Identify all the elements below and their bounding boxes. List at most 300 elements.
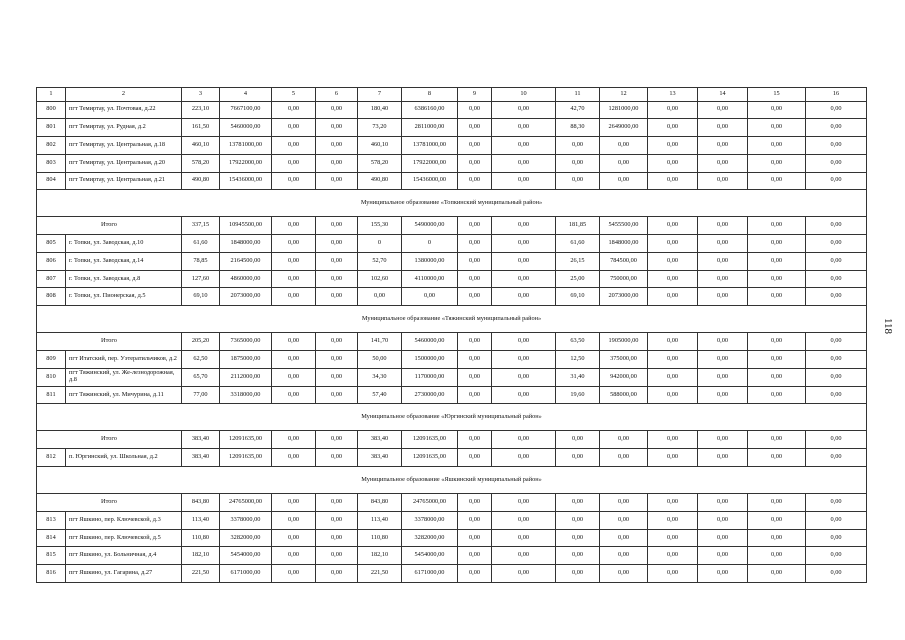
total-label: Итого: [37, 333, 182, 351]
value-cell: 0,00: [272, 288, 316, 306]
total-cell: 383,40: [358, 431, 402, 449]
table-row: [37, 154, 867, 172]
column-header: 13: [648, 88, 698, 102]
value-cell: 180,40: [358, 101, 402, 119]
row-number: 808: [37, 288, 66, 306]
total-cell: 0,00: [272, 333, 316, 351]
value-cell: 0,00: [402, 288, 458, 306]
value-cell: 0,00: [492, 154, 556, 172]
value-cell: 0,00: [806, 252, 867, 270]
table-row: [37, 137, 867, 155]
address-cell: пгт Итатский, пер. Уэтератильчиков, д.2: [66, 351, 182, 369]
value-cell: 0,00: [492, 288, 556, 306]
value-cell: 942000,00: [600, 368, 648, 386]
value-cell: 73,20: [358, 119, 402, 137]
value-cell: 0,00: [556, 172, 600, 190]
value-cell: 0,00: [458, 368, 492, 386]
value-cell: 0,00: [600, 137, 648, 155]
value-cell: 0,00: [806, 386, 867, 404]
table-row: [37, 270, 867, 288]
total-cell: 181,85: [556, 217, 600, 235]
value-cell: 0,00: [806, 351, 867, 369]
value-cell: 1848000,00: [220, 235, 272, 253]
value-cell: 460,10: [358, 137, 402, 155]
value-cell: 0,00: [806, 101, 867, 119]
total-cell: 0,00: [316, 494, 358, 512]
table-header-row: [37, 88, 867, 102]
column-header: 2: [66, 88, 182, 102]
total-cell: 0,00: [698, 333, 748, 351]
value-cell: 13781000,00: [402, 137, 458, 155]
value-cell: 2649000,00: [600, 119, 648, 137]
address-cell: г. Топки, ул. Заводская, д.14: [66, 252, 182, 270]
total-cell: 0,00: [492, 217, 556, 235]
value-cell: 0,00: [492, 547, 556, 565]
address-cell: пгт Темиртау, ул. Рудная, д.2: [66, 119, 182, 137]
value-cell: 182,10: [358, 547, 402, 565]
value-cell: 2112000,00: [220, 368, 272, 386]
section-row: [37, 466, 867, 493]
value-cell: 0,00: [648, 547, 698, 565]
value-cell: 0,00: [698, 101, 748, 119]
section-title: Муниципальное образование «Тяжинский муниципальный район»: [37, 306, 867, 333]
value-cell: 578,20: [182, 154, 220, 172]
value-cell: 0,00: [806, 288, 867, 306]
section-row: [37, 306, 867, 333]
value-cell: 0,00: [458, 288, 492, 306]
total-cell: 0,00: [748, 431, 806, 449]
value-cell: 0,00: [748, 386, 806, 404]
address-cell: пгт Яшкино, пер. Ключевской, д.3: [66, 511, 182, 529]
value-cell: 0,00: [748, 547, 806, 565]
value-cell: 50,00: [358, 351, 402, 369]
total-cell: 12091635,00: [220, 431, 272, 449]
value-cell: 490,80: [358, 172, 402, 190]
value-cell: 69,10: [182, 288, 220, 306]
value-cell: 0,00: [748, 101, 806, 119]
value-cell: 0,00: [556, 449, 600, 467]
value-cell: 0,00: [316, 351, 358, 369]
value-cell: 0,00: [492, 565, 556, 583]
value-cell: 0,00: [648, 351, 698, 369]
value-cell: 0,00: [648, 368, 698, 386]
row-number: 811: [37, 386, 66, 404]
total-cell: 24765000,00: [220, 494, 272, 512]
address-cell: пгт Тяжинский, ул. Же-лезнодорожная, д.8: [66, 368, 182, 386]
column-header: 1: [37, 88, 66, 102]
total-cell: 0,00: [698, 494, 748, 512]
value-cell: 2073000,00: [600, 288, 648, 306]
value-cell: 0,00: [458, 252, 492, 270]
value-cell: 0,00: [748, 172, 806, 190]
row-number: 806: [37, 252, 66, 270]
value-cell: 0,00: [648, 252, 698, 270]
value-cell: 0,00: [600, 449, 648, 467]
value-cell: 0,00: [698, 235, 748, 253]
value-cell: 3282000,00: [220, 529, 272, 547]
value-cell: 0,00: [748, 368, 806, 386]
address-cell: пгт Темиртау, ул. Центральная, д.18: [66, 137, 182, 155]
total-cell: 0,00: [648, 217, 698, 235]
section-title: Муниципальное образование «Топкинский муниципальный район»: [37, 190, 867, 217]
address-cell: пгт Яшкино, ул. Больничная, д.4: [66, 547, 182, 565]
value-cell: 3378000,00: [402, 511, 458, 529]
value-cell: 0,00: [600, 511, 648, 529]
value-cell: 750000,00: [600, 270, 648, 288]
value-cell: 0,00: [748, 565, 806, 583]
value-cell: 4110000,00: [402, 270, 458, 288]
row-number: 812: [37, 449, 66, 467]
table-row: [37, 386, 867, 404]
value-cell: 0,00: [806, 119, 867, 137]
value-cell: 578,20: [358, 154, 402, 172]
value-cell: 0,00: [806, 511, 867, 529]
table-row: [37, 351, 867, 369]
value-cell: 6171000,00: [220, 565, 272, 583]
value-cell: 15436000,00: [402, 172, 458, 190]
value-cell: 0,00: [316, 511, 358, 529]
total-cell: 0,00: [698, 431, 748, 449]
value-cell: 12091635,00: [402, 449, 458, 467]
value-cell: 113,40: [182, 511, 220, 529]
section-row: [37, 190, 867, 217]
value-cell: 0,00: [316, 172, 358, 190]
value-cell: 784500,00: [600, 252, 648, 270]
value-cell: 0,00: [600, 565, 648, 583]
value-cell: 0,00: [492, 137, 556, 155]
total-cell: 5490000,00: [402, 217, 458, 235]
total-cell: 843,80: [182, 494, 220, 512]
value-cell: 0,00: [748, 119, 806, 137]
value-cell: 5454000,00: [402, 547, 458, 565]
value-cell: 0,00: [806, 154, 867, 172]
value-cell: 0,00: [272, 154, 316, 172]
value-cell: 0,00: [316, 386, 358, 404]
row-number: 804: [37, 172, 66, 190]
value-cell: 0,00: [648, 270, 698, 288]
value-cell: 0,00: [458, 235, 492, 253]
value-cell: 2730000,00: [402, 386, 458, 404]
address-cell: пгт Яшкино, пер. Ключевской, д.5: [66, 529, 182, 547]
value-cell: 0,00: [316, 137, 358, 155]
address-cell: г. Топки, ул. Заводская, д.10: [66, 235, 182, 253]
total-cell: 5455500,00: [600, 217, 648, 235]
value-cell: 2811000,00: [402, 119, 458, 137]
row-number: 813: [37, 511, 66, 529]
page-number: 118: [882, 317, 895, 335]
value-cell: 0,00: [648, 449, 698, 467]
address-cell: п. Юргинский, ул. Школьная, д.2: [66, 449, 182, 467]
value-cell: 0,00: [648, 119, 698, 137]
value-cell: 0,00: [648, 386, 698, 404]
row-number: 816: [37, 565, 66, 583]
value-cell: 0,00: [648, 101, 698, 119]
column-header: 11: [556, 88, 600, 102]
value-cell: 1500000,00: [402, 351, 458, 369]
column-header: 7: [358, 88, 402, 102]
total-cell: 0,00: [748, 217, 806, 235]
table-body: [37, 88, 867, 583]
value-cell: 0,00: [806, 137, 867, 155]
table-row: [37, 547, 867, 565]
total-cell: 0,00: [272, 431, 316, 449]
total-cell: 843,80: [358, 494, 402, 512]
value-cell: 113,40: [358, 511, 402, 529]
row-number: 814: [37, 529, 66, 547]
total-label: Итого: [37, 217, 182, 235]
value-cell: 0,00: [492, 449, 556, 467]
total-cell: 0,00: [748, 333, 806, 351]
total-cell: 0,00: [806, 431, 867, 449]
value-cell: 0,00: [458, 101, 492, 119]
total-cell: 0,00: [806, 494, 867, 512]
value-cell: 61,60: [182, 235, 220, 253]
value-cell: 2164500,00: [220, 252, 272, 270]
value-cell: 0,00: [556, 565, 600, 583]
value-cell: 0,00: [600, 547, 648, 565]
value-cell: 0,00: [316, 235, 358, 253]
value-cell: 17922000,00: [402, 154, 458, 172]
table-row: [37, 511, 867, 529]
value-cell: 31,40: [556, 368, 600, 386]
value-cell: 0,00: [458, 529, 492, 547]
value-cell: 221,50: [182, 565, 220, 583]
total-row: [37, 494, 867, 512]
column-header: 5: [272, 88, 316, 102]
value-cell: 0,00: [458, 137, 492, 155]
value-cell: 0,00: [698, 288, 748, 306]
value-cell: 62,50: [182, 351, 220, 369]
column-header: 15: [748, 88, 806, 102]
table-row: [37, 172, 867, 190]
value-cell: 0,00: [492, 270, 556, 288]
value-cell: 0,00: [648, 529, 698, 547]
value-cell: 0,00: [272, 529, 316, 547]
value-cell: 0,00: [698, 154, 748, 172]
value-cell: 460,10: [182, 137, 220, 155]
table-row: [37, 235, 867, 253]
total-cell: 0,00: [316, 217, 358, 235]
table-row: [37, 252, 867, 270]
value-cell: 0,00: [698, 449, 748, 467]
value-cell: 0,00: [492, 252, 556, 270]
value-cell: 1848000,00: [600, 235, 648, 253]
value-cell: 0,00: [806, 368, 867, 386]
value-cell: 57,40: [358, 386, 402, 404]
total-cell: 337,15: [182, 217, 220, 235]
total-cell: 0,00: [648, 431, 698, 449]
value-cell: 0,00: [698, 565, 748, 583]
total-cell: 155,30: [358, 217, 402, 235]
total-cell: 5460000,00: [402, 333, 458, 351]
table-row: [37, 101, 867, 119]
value-cell: 42,70: [556, 101, 600, 119]
value-cell: 0,00: [600, 172, 648, 190]
value-cell: 161,50: [182, 119, 220, 137]
column-header: 6: [316, 88, 358, 102]
value-cell: 6171000,00: [402, 565, 458, 583]
total-cell: 0,00: [272, 217, 316, 235]
value-cell: 0,00: [458, 172, 492, 190]
total-cell: 63,50: [556, 333, 600, 351]
column-header: 3: [182, 88, 220, 102]
total-cell: 0,00: [806, 217, 867, 235]
row-number: 800: [37, 101, 66, 119]
total-cell: 12091635,00: [402, 431, 458, 449]
value-cell: 0,00: [492, 368, 556, 386]
total-cell: 0,00: [600, 431, 648, 449]
value-cell: 127,60: [182, 270, 220, 288]
value-cell: 52,70: [358, 252, 402, 270]
value-cell: 0,00: [748, 154, 806, 172]
total-cell: 0,00: [316, 431, 358, 449]
value-cell: 0,00: [806, 547, 867, 565]
total-label: Итого: [37, 494, 182, 512]
value-cell: 0,00: [600, 529, 648, 547]
value-cell: 0,00: [698, 252, 748, 270]
table-row: [37, 565, 867, 583]
total-cell: 7365000,00: [220, 333, 272, 351]
row-number: 803: [37, 154, 66, 172]
value-cell: 0,00: [698, 547, 748, 565]
value-cell: 88,30: [556, 119, 600, 137]
value-cell: 0,00: [316, 154, 358, 172]
value-cell: 0,00: [272, 101, 316, 119]
total-cell: 0,00: [648, 333, 698, 351]
value-cell: 0,00: [748, 449, 806, 467]
value-cell: 0,00: [806, 565, 867, 583]
total-row: [37, 431, 867, 449]
column-header: 16: [806, 88, 867, 102]
table-row: [37, 368, 867, 386]
total-cell: 383,40: [182, 431, 220, 449]
value-cell: 0,00: [556, 547, 600, 565]
value-cell: 0,00: [272, 511, 316, 529]
value-cell: 0,00: [316, 529, 358, 547]
value-cell: 0,00: [648, 511, 698, 529]
address-cell: пгт Темиртау, ул. Центральная, д.21: [66, 172, 182, 190]
value-cell: 223,10: [182, 101, 220, 119]
value-cell: 5454000,00: [220, 547, 272, 565]
total-cell: 10945500,00: [220, 217, 272, 235]
value-cell: 0,00: [698, 368, 748, 386]
value-cell: 0,00: [272, 386, 316, 404]
value-cell: 0,00: [458, 119, 492, 137]
value-cell: 0,00: [698, 119, 748, 137]
value-cell: 5460000,00: [220, 119, 272, 137]
value-cell: 0,00: [698, 137, 748, 155]
value-cell: 1281000,00: [600, 101, 648, 119]
value-cell: 0,00: [806, 270, 867, 288]
value-cell: 0,00: [806, 172, 867, 190]
value-cell: 0,00: [698, 529, 748, 547]
value-cell: 0,00: [316, 288, 358, 306]
column-header: 8: [402, 88, 458, 102]
row-number: 801: [37, 119, 66, 137]
value-cell: 0,00: [272, 252, 316, 270]
row-number: 809: [37, 351, 66, 369]
value-cell: 0,00: [748, 351, 806, 369]
value-cell: 0,00: [272, 119, 316, 137]
value-cell: 0,00: [748, 288, 806, 306]
total-cell: 0,00: [458, 333, 492, 351]
value-cell: 0,00: [358, 288, 402, 306]
value-cell: 1170000,00: [402, 368, 458, 386]
value-cell: 7667100,00: [220, 101, 272, 119]
value-cell: 0,00: [698, 386, 748, 404]
value-cell: 0,00: [806, 449, 867, 467]
total-cell: 0,00: [492, 333, 556, 351]
value-cell: 0,00: [458, 547, 492, 565]
value-cell: 12091635,00: [220, 449, 272, 467]
value-cell: 0,00: [556, 511, 600, 529]
section-row: [37, 404, 867, 431]
column-header: 10: [492, 88, 556, 102]
value-cell: 0,00: [272, 547, 316, 565]
value-cell: 0,00: [458, 154, 492, 172]
value-cell: 0,00: [272, 449, 316, 467]
value-cell: 182,10: [182, 547, 220, 565]
value-cell: 102,60: [358, 270, 402, 288]
value-cell: 0,00: [648, 154, 698, 172]
value-cell: 0,00: [806, 529, 867, 547]
value-cell: 0,00: [492, 386, 556, 404]
value-cell: 383,40: [182, 449, 220, 467]
total-cell: 0,00: [458, 494, 492, 512]
section-title: Муниципальное образование «Юргинский муниципальный район»: [37, 404, 867, 431]
value-cell: 0,00: [272, 270, 316, 288]
total-cell: 0,00: [316, 333, 358, 351]
value-cell: 0,00: [458, 351, 492, 369]
value-cell: 0,00: [492, 235, 556, 253]
total-cell: 205,20: [182, 333, 220, 351]
housing-table: [36, 87, 867, 583]
value-cell: 221,50: [358, 565, 402, 583]
value-cell: 0,00: [272, 137, 316, 155]
value-cell: 110,80: [182, 529, 220, 547]
value-cell: 0: [358, 235, 402, 253]
row-number: 807: [37, 270, 66, 288]
value-cell: 17922000,00: [220, 154, 272, 172]
total-cell: 0,00: [556, 494, 600, 512]
value-cell: 383,40: [358, 449, 402, 467]
row-number: 802: [37, 137, 66, 155]
value-cell: 0,00: [648, 565, 698, 583]
total-cell: 141,70: [358, 333, 402, 351]
value-cell: 0,00: [748, 235, 806, 253]
value-cell: 0,00: [316, 547, 358, 565]
column-header: 12: [600, 88, 648, 102]
value-cell: 0,00: [648, 137, 698, 155]
total-cell: 0,00: [492, 431, 556, 449]
total-cell: 24765000,00: [402, 494, 458, 512]
value-cell: 0,00: [316, 565, 358, 583]
value-cell: 0,00: [698, 511, 748, 529]
total-cell: 0,00: [458, 431, 492, 449]
value-cell: 0,00: [316, 119, 358, 137]
value-cell: 15436000,00: [220, 172, 272, 190]
row-number: 805: [37, 235, 66, 253]
value-cell: 0,00: [492, 529, 556, 547]
value-cell: 1380000,00: [402, 252, 458, 270]
value-cell: 0: [402, 235, 458, 253]
value-cell: 19,60: [556, 386, 600, 404]
value-cell: 0,00: [556, 137, 600, 155]
value-cell: 0,00: [316, 101, 358, 119]
value-cell: 0,00: [272, 368, 316, 386]
value-cell: 6386160,00: [402, 101, 458, 119]
address-cell: пгт Темиртау, ул. Почтовая, д.22: [66, 101, 182, 119]
